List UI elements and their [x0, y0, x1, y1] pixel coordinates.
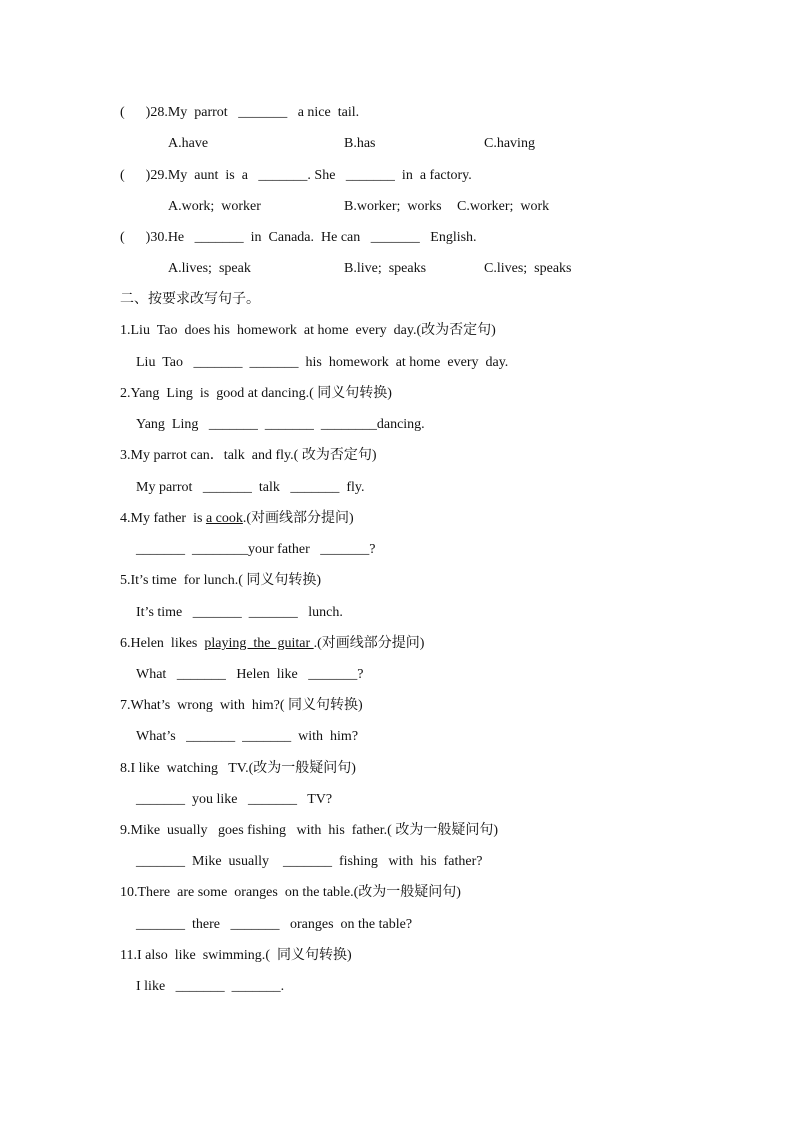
prompt-text: 2.Yang Ling is good at dancing.	[120, 386, 310, 401]
rewrite-5-answer: It’s time _______ _______ lunch.	[136, 605, 343, 620]
rewrite-1-prompt	[120, 322, 496, 340]
question-30: ( )30.He _______ in Canada. He can _______ English.	[120, 230, 477, 245]
underlined-phrase: a cook	[205, 511, 243, 526]
instruction: .(对画线部分提问)	[313, 636, 425, 651]
instruction: .(对画线部分提问)	[242, 511, 354, 526]
rewrite-4-prompt	[120, 510, 354, 528]
prompt-text: 8.I like watching TV.	[120, 761, 249, 776]
prompt-text: 7.What’s wrong with him?	[120, 698, 280, 713]
rewrite-11-answer: I like _______ _______.	[136, 979, 285, 994]
section-title: 二、按要求改写句子。	[120, 292, 260, 307]
q29-option-a: A.work; worker	[168, 199, 261, 214]
underlined-phrase: playing the guitar	[204, 636, 314, 651]
rewrite-8-prompt	[120, 760, 356, 778]
rewrite-9-answer: _______ Mike usually _______ fishing with his father?	[136, 854, 483, 869]
prompt-text: 3.My parrot can．talk and fly.	[120, 448, 294, 463]
instruction: (改为一般疑问句)	[248, 761, 356, 776]
q30-option-c: C.lives; speaks	[484, 261, 572, 276]
rewrite-3-prompt	[120, 447, 376, 465]
prompt-text: 5.It’s time for lunch.	[120, 573, 239, 588]
q28-option-a: A.have	[168, 136, 209, 151]
instruction: (改为否定句)	[416, 323, 496, 338]
instruction: ( 同义句转换)	[279, 698, 363, 713]
prompt-text: 4.My father is	[120, 511, 206, 526]
rewrite-7-answer: What’s _______ _______ with him?	[136, 729, 359, 744]
q28-option-c: C.having	[484, 136, 535, 151]
q28-option-b: B.has	[344, 136, 376, 151]
rewrite-8-answer: _______ you like _______ TV?	[136, 792, 333, 807]
rewrite-11-prompt	[120, 947, 352, 965]
rewrite-10-prompt	[120, 884, 461, 902]
instruction: ( 改为否定句)	[293, 448, 377, 463]
question-29: ( )29.My aunt is a _______. She _______ in a factory.	[120, 168, 472, 183]
prompt-text: 10.There are some oranges on the table.	[120, 885, 354, 900]
rewrite-9-prompt	[120, 822, 498, 840]
instruction: ( 同义句转换)	[309, 386, 392, 401]
q30-option-b: B.live; speaks	[344, 261, 427, 276]
q30-option-a: A.lives; speak	[168, 261, 251, 276]
prompt-text: 6.Helen likes	[120, 636, 205, 651]
q29-option-c: C.worker; work	[457, 199, 550, 214]
rewrite-2-answer: Yang Ling _______ _______ ________dancing.	[136, 417, 425, 432]
rewrite-10-answer: _______ there _______ oranges on the table?	[136, 917, 413, 932]
rewrite-7-prompt	[120, 697, 363, 715]
question-28: ( )28.My parrot _______ a nice tail.	[120, 105, 360, 120]
instruction: ( 同义句转换)	[238, 573, 322, 588]
instruction: ( 同义句转换)	[265, 948, 352, 963]
q29-option-b: B.worker; works	[344, 199, 442, 214]
prompt-text: 9.Mike usually goes fishing with his father.	[120, 823, 388, 838]
rewrite-5-prompt	[120, 572, 321, 590]
rewrite-6-answer: What _______ Helen like _______?	[136, 667, 364, 682]
rewrite-1-answer: Liu Tao _______ _______ his homework at home every day.	[136, 355, 509, 370]
prompt-text: 11.I also like swimming.	[120, 948, 266, 963]
instruction: ( 改为一般疑问句)	[387, 823, 498, 838]
rewrite-4-answer: _______ ________your father _______?	[136, 542, 376, 557]
rewrite-3-answer: My parrot _______ talk _______ fly.	[136, 480, 365, 495]
rewrite-2-prompt	[120, 385, 392, 403]
instruction: (改为一般疑问句)	[353, 885, 461, 900]
prompt-text: 1.Liu Tao does his homework at home every day.	[120, 323, 417, 338]
rewrite-6-prompt	[120, 635, 424, 653]
